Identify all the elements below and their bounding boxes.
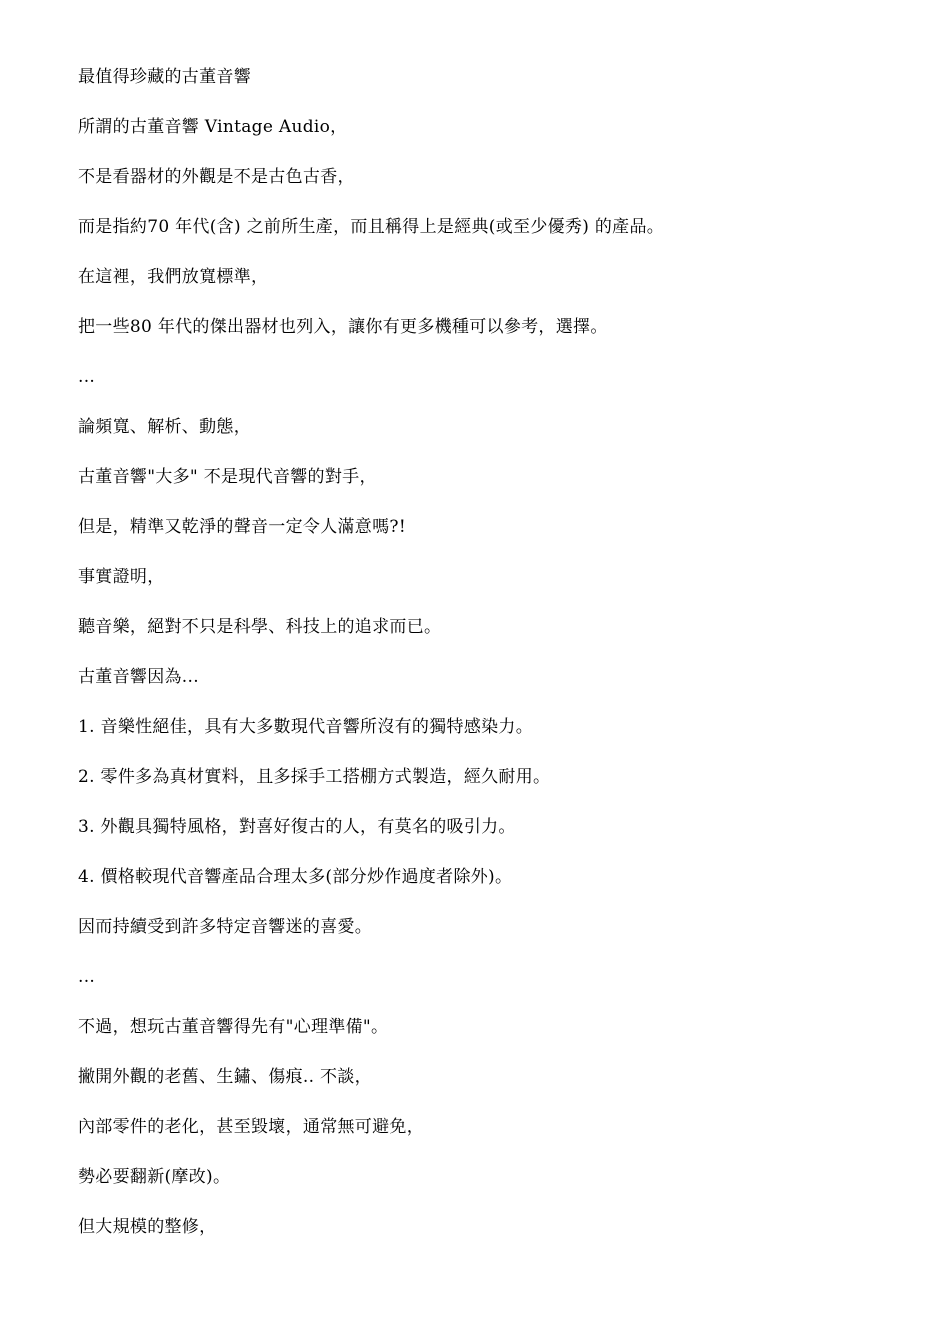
paragraph-line: 但大規模的整修，: [78, 1217, 217, 1237]
numbered-list-item: 1. 音樂性絕佳，具有大多數現代音響所沒有的獨特感染力。: [78, 717, 534, 737]
paragraph-line: 在這裡，我們放寬標準，: [78, 267, 269, 287]
paragraph-line: 把一些80 年代的傑出器材也列入，讓你有更多機種可以參考，選擇。: [78, 317, 608, 337]
ellipsis-separator: ...: [78, 367, 96, 387]
paragraph-line: 不是看器材的外觀是不是古色古香，: [78, 167, 355, 187]
numbered-list-item: 2. 零件多為真材實料，且多採手工搭棚方式製造，經久耐用。: [78, 767, 551, 787]
paragraph-line: 撇開外觀的老舊、生鏽、傷痕.. 不談，: [78, 1067, 372, 1087]
paragraph-line: 所謂的古董音響 Vintage Audio，: [78, 117, 348, 137]
paragraph-line: 內部零件的老化，甚至毀壞，通常無可避免，: [78, 1117, 424, 1137]
paragraph-line: 聽音樂，絕對不只是科學、科技上的追求而已。: [78, 617, 442, 637]
paragraph-line: 而是指約70 年代(含) 之前所生產，而且稱得上是經典(或至少優秀) 的產品。: [78, 217, 665, 237]
document-title: 最值得珍藏的古董音響: [78, 67, 251, 87]
paragraph-line: 但是，精準又乾淨的聲音一定令人滿意嗎?!: [78, 517, 406, 537]
paragraph-line: 古董音響因為...: [78, 667, 199, 687]
paragraph-line: 論頻寬、解析、動態，: [78, 417, 251, 437]
numbered-list-item: 3. 外觀具獨特風格，對喜好復古的人，有莫名的吸引力。: [78, 817, 516, 837]
ellipsis-separator: ...: [78, 967, 96, 987]
paragraph-line: 事實證明，: [78, 567, 165, 587]
paragraph-line: 不過，想玩古董音響得先有"心理準備"。: [78, 1017, 389, 1037]
paragraph-line: 勢必要翻新(摩改)。: [78, 1167, 231, 1187]
paragraph-line: 古董音響"大多" 不是現代音響的對手，: [78, 467, 377, 487]
numbered-list-item: 4. 價格較現代音響產品合理太多(部分炒作過度者除外)。: [78, 867, 513, 887]
paragraph-line: 因而持續受到許多特定音響迷的喜愛。: [78, 917, 373, 937]
